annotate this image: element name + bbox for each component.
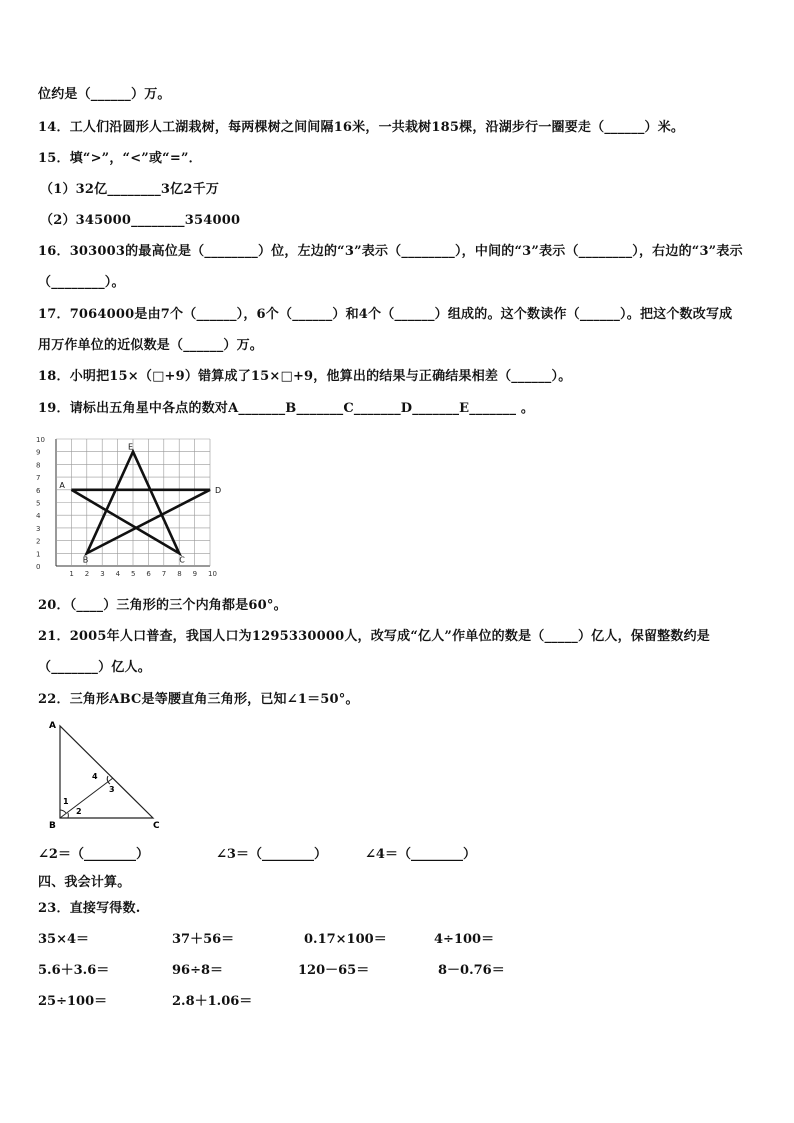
angle-4-answer: ∠4＝（________） [365,847,476,862]
y-tick-label: 9 [36,448,41,457]
calc-item: 0.17×100＝ [304,932,387,947]
y-tick-label: 4 [36,512,41,521]
y-tick-label: 1 [36,550,41,559]
question-15: 15．填“>”，“<”或“=”． [38,151,202,166]
vertex-label-b: B [49,821,56,831]
x-tick-label: 4 [115,570,121,578]
x-tick-label: 9 [192,570,198,578]
question-15-part-2: （2）345000________354000 [40,213,241,228]
question-19: 19．请标出五角星中各点的数对A_______B_______C_______D_______E_______ 。 [38,401,535,416]
question-17: 17．7064000是由7个（______），6个（______）和4个（______）组成的。这个数读作（______）。把这个数改写成 [38,307,733,322]
x-tick-label: 3 [100,570,105,578]
y-tick-label: 2 [36,537,41,546]
calc-item: 4÷100＝ [434,932,495,947]
star-grid-figure [32,424,242,582]
angle-label-1: 1 [63,797,69,806]
angle-3-answer: ∠3＝（________） [216,847,327,862]
x-tick-label: 8 [177,570,182,578]
x-tick-label: 5 [131,570,136,578]
y-tick-label: 10 [36,436,45,444]
question-21-cont: （_______）亿人。 [38,660,151,675]
calc-item: 25÷100＝ [38,994,108,1009]
calc-item: 96÷8＝ [172,963,224,978]
question-16: 16．303003的最高位是（________）位，左边的“3”表示（________），中间的“3”表示（________），右边的“3”表示 [38,244,743,259]
axis-ticks [36,436,217,578]
triangle-figure [40,716,170,832]
point-label-a: A [59,480,65,490]
question-18: 18．小明把15×（□+9）错算成了15×□+9，他算出的结果与正确结果相差（______）。 [38,369,572,384]
point-label-e: E [128,442,134,452]
y-tick-label: 5 [36,499,41,508]
x-tick-label: 1 [69,570,74,578]
continued-line: 位约是（______）万。 [38,87,171,102]
triangle-abc [60,726,153,818]
vertex-label-a: A [49,721,56,731]
y-tick-label: 3 [36,524,41,533]
x-tick-label: 7 [161,570,167,578]
vertex-label-c: C [153,821,160,831]
point-label-b: B [82,555,89,565]
angle-label-3: 3 [109,785,115,794]
calc-item: 8－0.76＝ [438,963,505,978]
calc-item: 120－65＝ [298,963,370,978]
y-tick-label: 0 [36,563,41,571]
calc-item: 5.6＋3.6＝ [38,963,110,978]
point-labels [59,443,221,565]
point-label-d: D [215,485,222,495]
y-tick-label: 6 [36,486,41,495]
angle-label-4: 4 [92,772,98,781]
angle-2-answer: ∠2＝（________） [38,847,149,862]
question-20: 20．（____）三角形的三个内角都是60°。 [38,598,287,613]
question-15-part-1: （1）32亿________3亿2千万 [40,182,220,197]
x-tick-label: 10 [208,570,217,578]
section-4-title: 四、我会计算。 [38,875,131,890]
angle-arc-1 [60,810,66,813]
calc-item: 37＋56＝ [172,932,235,947]
question-16-cont: （________）。 [38,275,125,290]
question-23: 23．直接写得数. [38,901,141,916]
angle-label-2: 2 [76,807,82,816]
x-tick-label: 6 [146,570,151,578]
x-tick-label: 2 [84,570,90,578]
calc-item: 2.8＋1.06＝ [172,994,253,1009]
question-21: 21．2005年人口普查，我国人口为1295330000人，改写成“亿人”作单位的数是（_____）亿人，保留整数约是 [38,629,710,644]
question-14: 14．工人们沿圆形人工湖栽树，每两棵树之间间隔16米，一共栽树185棵，沿湖步行一圈要走（______）米。 [38,120,685,135]
question-17-cont: 用万作单位的近似数是（______）万。 [38,338,264,353]
y-tick-label: 7 [36,474,41,483]
y-tick-label: 8 [36,461,41,470]
question-22: 22．三角形ABC是等腰直角三角形，已知∠1＝50°。 [38,692,359,707]
calc-item: 35×4＝ [38,932,90,947]
point-label-c: C [179,555,185,565]
